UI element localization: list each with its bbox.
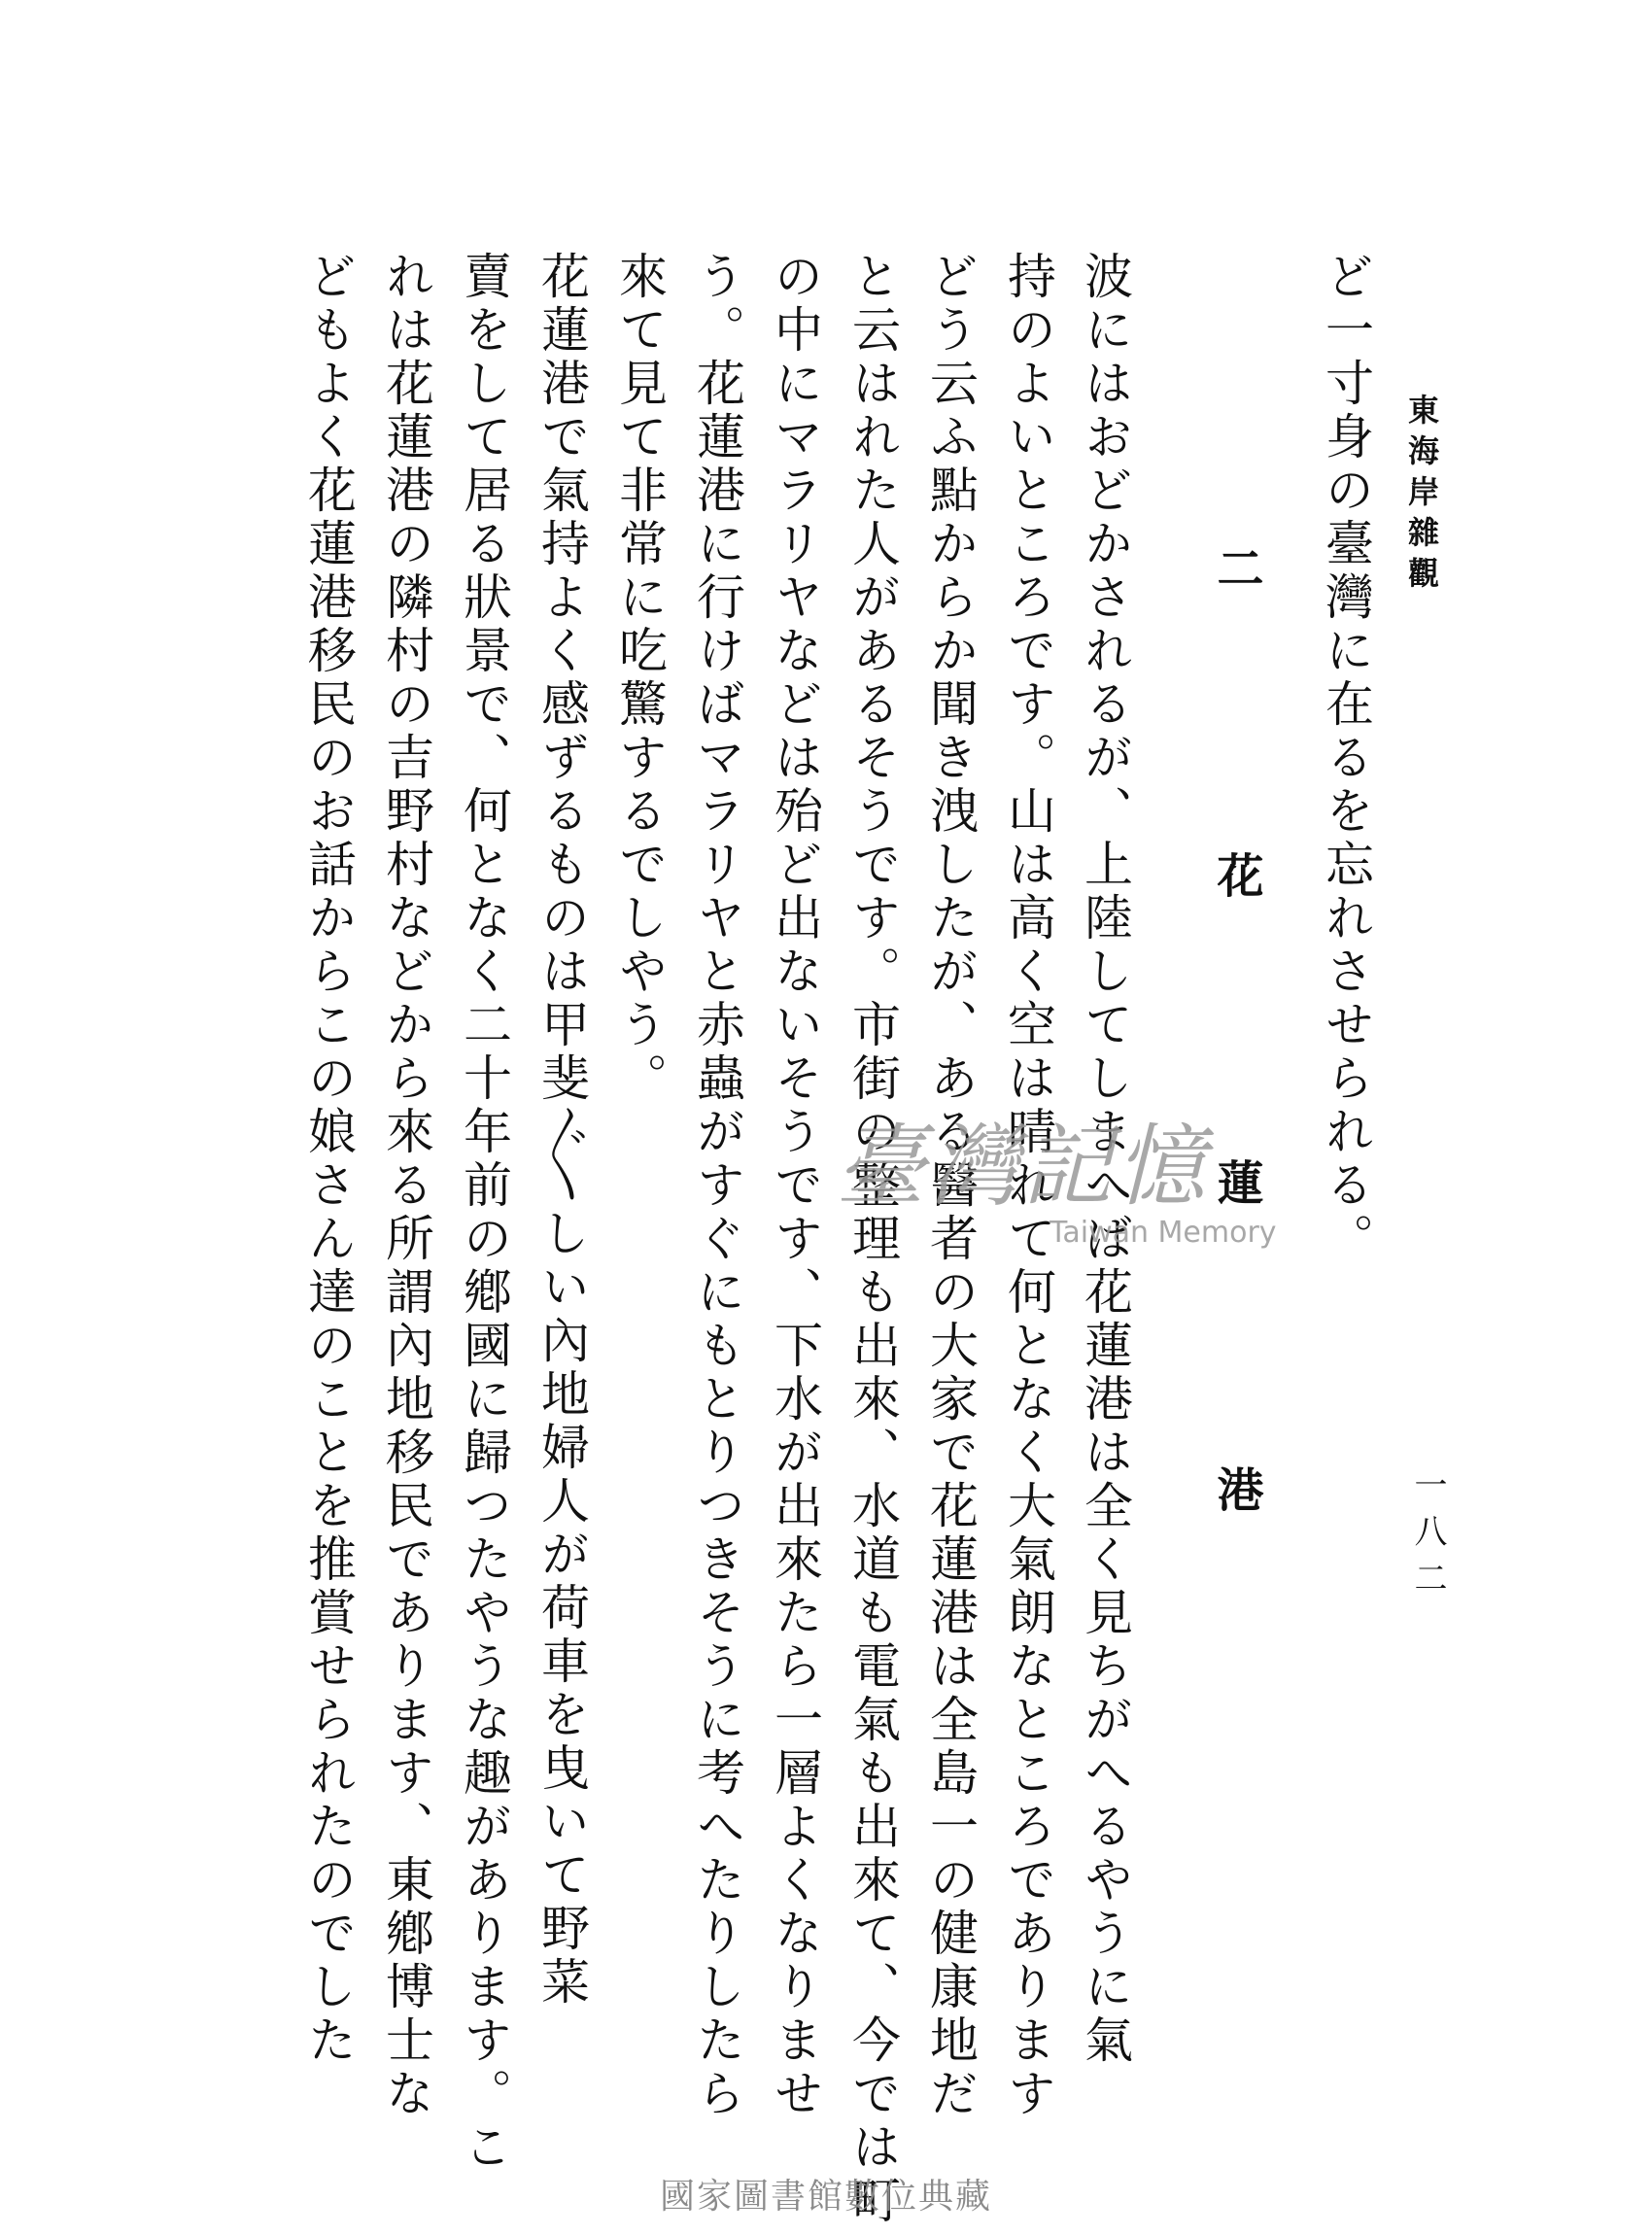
text-column: と云はれた人があるそうです。市街の整理も出來、水道も電氣も出來て、今では町 (844, 251, 901, 2228)
text-column: の中にマラリヤなどは殆ど出ないそうです、下水が出來たら一層よくなりませ (767, 251, 823, 2121)
watermark-glyphs: 臺灣記憶 (836, 1115, 1210, 1219)
text-column: どもよく花蓮港移民のお話からこの娘さん達のことを推賞せられたのでした (300, 251, 357, 2068)
running-header: 東海岸雜觀 (1403, 394, 1440, 598)
page-number: 一八二 (1408, 1467, 1447, 1607)
text-column: う。花蓮港に行けばマラリヤと赤蟲がすぐにもとりつきそうに考へたりしたら (689, 251, 745, 2121)
text-column: れは花蓮港の隣村の吉野村などから來る所謂內地移民であります、東鄕博士な (378, 251, 434, 2121)
text-column: ど一寸身の臺灣に在るを忘れさせられる。 (1318, 251, 1374, 1266)
text-column: 來て見て非常に吃驚するでしやう。 (611, 251, 668, 1106)
watermark-logo (836, 1115, 1292, 1278)
footer-credit: 國家圖書館數位典藏 (659, 2177, 992, 2217)
text-column: どう云ふ點からか聞き洩したが、ある醫者の大家で花蓮港は全島一の健康地だ (922, 251, 979, 2121)
text-column: 賣をして居る狀景で、何となく二十年前の鄕國に歸つたやうな趣があります。こ (456, 251, 512, 2175)
watermark-latin: Taiwan Memory (1050, 1216, 1277, 1250)
section-heading: 二 花 蓮 港 (1209, 544, 1263, 1619)
text-column: 花蓮港で氣持よく感ずるものは甲斐〴〵しい內地婦人が荷車を曳いて野菜 (533, 251, 590, 2010)
text-column: 波にはおどかされるが、上陸してしまへば花蓮港は全く見ちがへるやうに氣 (1077, 251, 1133, 2068)
text-column: 持のよいところです。山は高く空は晴れて何となく大氣朗なところであります (1000, 251, 1056, 2121)
